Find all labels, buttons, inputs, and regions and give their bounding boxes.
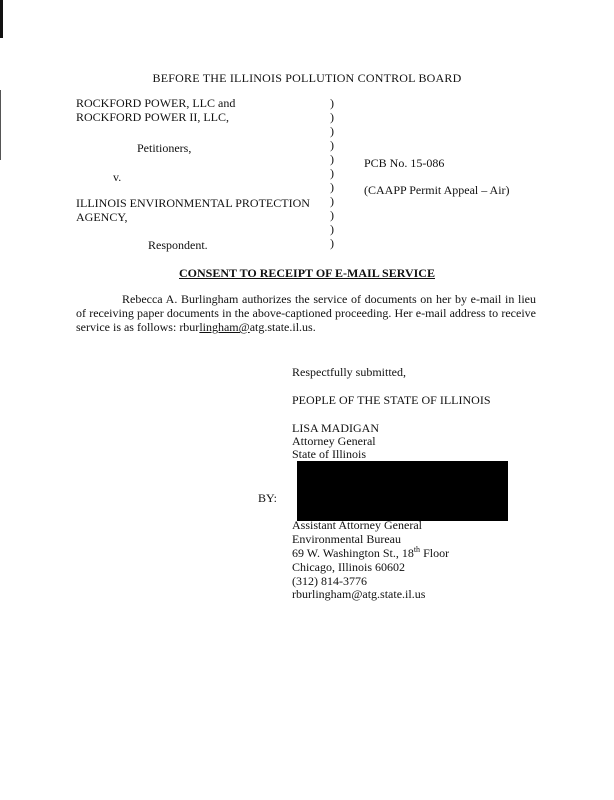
redaction-box <box>297 461 508 521</box>
paren: ) <box>330 124 334 138</box>
board-title: BEFORE THE ILLINOIS POLLUTION CONTROL BOARD <box>152 71 462 85</box>
respondent-line-1: ILLINOIS ENVIRONMENTAL PROTECTION <box>76 196 310 210</box>
paren: ) <box>330 194 334 208</box>
paragraph-prefix: Rebecca A. Burlingham authorizes the service of documents on her by e-mail in lieu of receiving paper documents in the above-captioned proceeding. Her e-mail address to receive service is as follows: rbur <box>76 292 536 334</box>
paren: ) <box>330 110 334 124</box>
case-type: (CAAPP Permit Appeal – Air) <box>364 183 510 197</box>
petitioners-label: Petitioners, <box>137 141 192 155</box>
paren: ) <box>330 138 334 152</box>
ag-name: LISA MADIGAN <box>292 421 379 435</box>
signer-title: Assistant Attorney General <box>292 518 422 532</box>
caption-parentheses <box>327 96 337 250</box>
respondent-line-2: AGENCY, <box>76 210 128 224</box>
paren: ) <box>330 166 334 180</box>
party-name: PEOPLE OF THE STATE OF ILLINOIS <box>292 393 491 407</box>
document-heading: CONSENT TO RECEIPT OF E-MAIL SERVICE <box>179 266 435 280</box>
petitioner-line-1: ROCKFORD POWER, LLC and <box>76 96 236 110</box>
closing: Respectfully submitted, <box>292 365 406 379</box>
address-street <box>292 546 449 560</box>
address-city: Chicago, Illinois 60602 <box>292 560 405 574</box>
paren: ) <box>330 222 334 236</box>
scan-edge-mark-lower <box>0 90 1 160</box>
address-street-pre: 69 W. Washington St., 18 <box>292 546 414 560</box>
scan-edge-mark <box>0 0 3 38</box>
phone: (312) 814-3776 <box>292 574 367 588</box>
paren: ) <box>330 96 334 110</box>
paragraph-suffix: atg.state.il.us. <box>249 320 316 334</box>
by-label: BY: <box>258 491 277 505</box>
consent-paragraph <box>76 292 536 334</box>
email: rburlingham@atg.state.il.us <box>292 587 426 601</box>
paragraph-email-underlined: lingham@ <box>199 320 250 334</box>
paren: ) <box>330 180 334 194</box>
bureau: Environmental Bureau <box>292 532 401 546</box>
paren: ) <box>330 208 334 222</box>
ag-title: Attorney General <box>292 434 376 448</box>
petitioner-line-2: ROCKFORD POWER II, LLC, <box>76 110 230 124</box>
case-number: PCB No. 15-086 <box>364 156 445 170</box>
address-street-post: Floor <box>420 546 450 560</box>
paren: ) <box>330 152 334 166</box>
paren: ) <box>330 236 334 250</box>
address-street-sup: th <box>413 545 421 554</box>
respondent-label: Respondent. <box>148 238 208 252</box>
ag-state: State of Illinois <box>292 447 366 461</box>
versus-label: v. <box>113 170 122 184</box>
